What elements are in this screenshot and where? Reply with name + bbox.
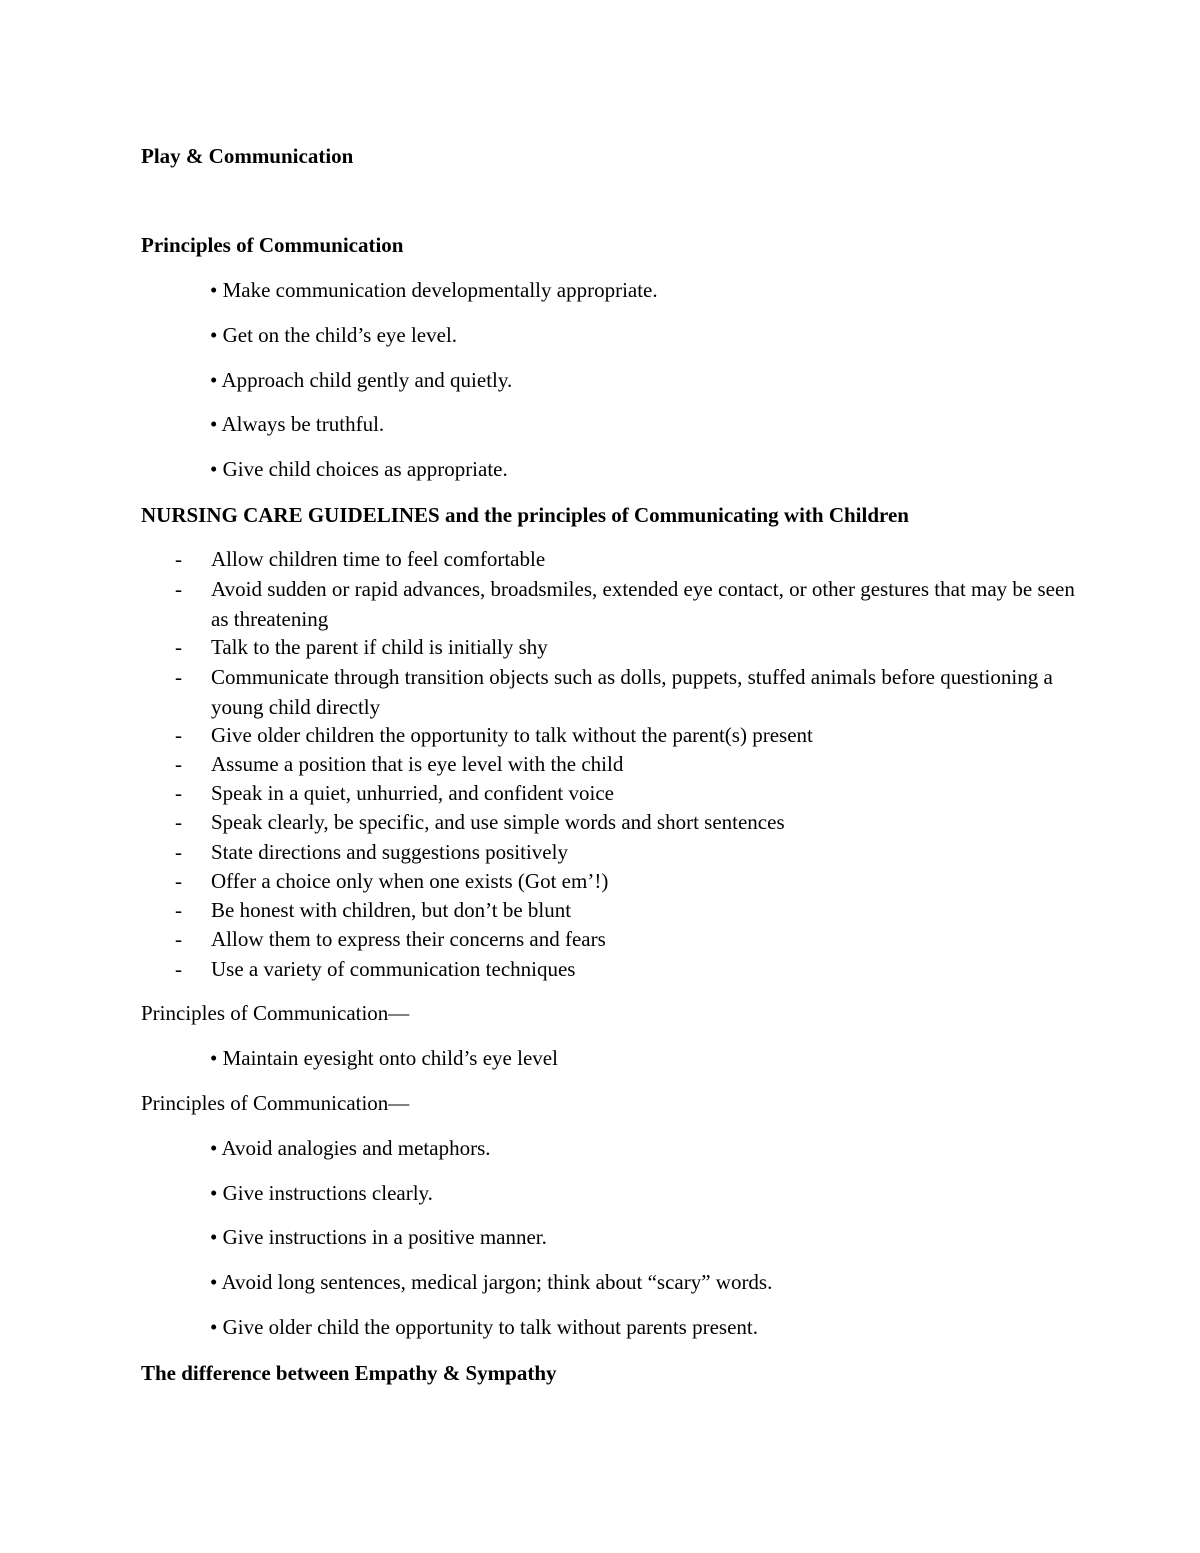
- dash-list-item: [175, 633, 1075, 663]
- dash-marker: -: [175, 927, 182, 951]
- dash-list-item: [175, 808, 1075, 838]
- dash-marker: -: [175, 752, 182, 776]
- bullet-item: • Avoid long sentences, medical jargon; think about “scary” words.: [210, 1270, 773, 1294]
- dash-list-text: Assume a position that is eye level with the child: [211, 752, 624, 776]
- section-heading-principles-3: Principles of Communication—: [141, 1091, 410, 1115]
- dash-list-text: Allow them to express their concerns and fears: [211, 927, 606, 951]
- bullet-item: • Give instructions clearly.: [210, 1181, 433, 1205]
- dash-marker: -: [175, 547, 182, 571]
- dash-list-text: Avoid sudden or rapid advances, broadsmiles, extended eye contact, or other gestures that may be seen as threatening: [211, 577, 1075, 631]
- bullet-item: • Get on the child’s eye level.: [210, 323, 458, 347]
- dash-marker: -: [175, 665, 182, 689]
- dash-list-text: Speak in a quiet, unhurried, and confident voice: [211, 781, 614, 805]
- dash-marker: -: [175, 869, 182, 893]
- section-heading-nursing-guidelines: NURSING CARE GUIDELINES and the principles of Communicating with Children: [141, 503, 909, 527]
- dash-marker: -: [175, 810, 182, 834]
- dash-marker: -: [175, 723, 182, 747]
- dash-list-text: Talk to the parent if child is initially shy: [211, 635, 548, 659]
- dash-marker: -: [175, 577, 182, 601]
- bullet-item: • Give child choices as appropriate.: [210, 457, 508, 481]
- dash-list-text: Speak clearly, be specific, and use simple words and short sentences: [211, 810, 785, 834]
- dash-list-item: [175, 867, 1075, 897]
- dash-list-item: [175, 721, 1075, 751]
- bullet-item: • Give older child the opportunity to talk without parents present.: [210, 1315, 758, 1339]
- dash-list-item: [175, 779, 1075, 809]
- dash-list-item: [175, 925, 1075, 955]
- dash-list-text: Offer a choice only when one exists (Got em’!): [211, 869, 609, 893]
- dash-list-item: [175, 575, 1075, 634]
- page-title: Play & Communication: [141, 144, 354, 168]
- dash-list-item: [175, 663, 1075, 722]
- section-heading-empathy-sympathy: The difference between Empathy & Sympathy: [141, 1361, 557, 1385]
- bullet-item: • Avoid analogies and metaphors.: [210, 1136, 491, 1160]
- dash-list-item: [175, 750, 1075, 780]
- bullet-item: • Give instructions in a positive manner.: [210, 1225, 547, 1249]
- dash-list-text: State directions and suggestions positively: [211, 840, 568, 864]
- section-heading-principles: Principles of Communication: [141, 233, 404, 257]
- bullet-item: • Maintain eyesight onto child’s eye level: [210, 1046, 558, 1070]
- dash-marker: -: [175, 957, 182, 981]
- dash-list-item: [175, 838, 1075, 868]
- dash-marker: -: [175, 898, 182, 922]
- dash-list-text: Give older children the opportunity to talk without the parent(s) present: [211, 723, 813, 747]
- bullet-item: • Make communication developmentally appropriate.: [210, 278, 658, 302]
- bullet-item: • Always be truthful.: [210, 412, 385, 436]
- dash-list-text: Communicate through transition objects such as dolls, puppets, stuffed animals before questioning a young child directly: [211, 665, 1053, 719]
- dash-list-text: Use a variety of communication techniques: [211, 957, 576, 981]
- dash-list-item: [175, 896, 1075, 926]
- dash-marker: -: [175, 840, 182, 864]
- dash-marker: -: [175, 635, 182, 659]
- dash-list-item: [175, 545, 1075, 575]
- dash-list-text: Be honest with children, but don’t be blunt: [211, 898, 572, 922]
- dash-list-item: [175, 955, 1075, 985]
- section-heading-principles-2: Principles of Communication—: [141, 1001, 410, 1025]
- dash-marker: -: [175, 781, 182, 805]
- dash-list-text: Allow children time to feel comfortable: [211, 547, 546, 571]
- bullet-item: • Approach child gently and quietly.: [210, 368, 513, 392]
